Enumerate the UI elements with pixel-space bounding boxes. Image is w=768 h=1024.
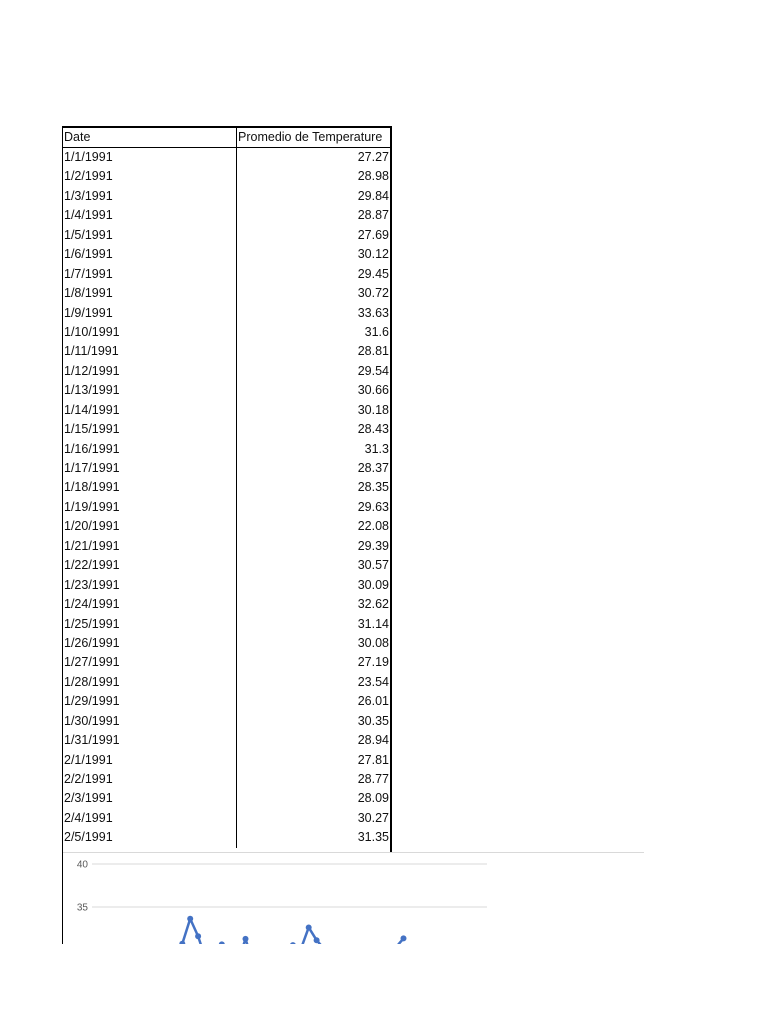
date-cell: 1/20/1991	[63, 517, 237, 536]
date-cell: 1/2/1991	[63, 167, 237, 186]
temperature-cell: 30.18	[357, 402, 389, 417]
temperature-cell: 28.35	[357, 480, 389, 495]
data-point	[401, 935, 407, 941]
table-row	[63, 304, 390, 323]
table-row	[63, 381, 390, 400]
temperature-cell: 30.09	[357, 577, 389, 592]
table-row	[63, 459, 390, 478]
date-cell: 2/3/1991	[63, 789, 237, 808]
temperature-cell: 28.98	[357, 169, 389, 184]
table-row	[63, 692, 390, 711]
temperature-cell: 31.35	[357, 830, 389, 845]
temperature-cell: 30.66	[357, 383, 389, 398]
table-row	[63, 731, 390, 750]
table-row	[63, 323, 390, 342]
table-row	[63, 537, 390, 556]
date-cell: 1/31/1991	[63, 731, 237, 750]
date-cell: 2/1/1991	[63, 751, 237, 770]
temperature-cell: 27.19	[357, 655, 389, 670]
temperature-cell: 27.81	[357, 752, 389, 767]
date-cell: 1/29/1991	[63, 692, 237, 711]
temperature-cell: 30.27	[357, 810, 389, 825]
table-row	[63, 576, 390, 595]
data-point	[187, 916, 193, 922]
temperature-cell: 30.08	[357, 635, 389, 650]
date-cell: 1/14/1991	[63, 401, 237, 420]
table-row	[63, 187, 390, 206]
date-cell: 1/8/1991	[63, 284, 237, 303]
data-point	[195, 933, 201, 939]
table-row	[63, 673, 390, 692]
temperature-cell: 28.81	[357, 344, 389, 359]
temperature-cell: 30.35	[357, 713, 389, 728]
date-cell: 1/16/1991	[63, 440, 237, 459]
table-row	[63, 653, 390, 672]
table-row	[63, 751, 390, 770]
date-column-header: Date	[63, 128, 237, 147]
table-row	[63, 556, 390, 575]
table-row	[63, 284, 390, 303]
date-cell: 1/15/1991	[63, 420, 237, 439]
table-row	[63, 420, 390, 439]
date-cell: 1/30/1991	[63, 712, 237, 731]
temperature-line-chart[interactable]	[62, 852, 644, 944]
chart-border	[62, 852, 644, 853]
y-tick-label: 35	[76, 902, 88, 914]
temperature-cell: 29.39	[357, 538, 389, 553]
date-cell: 1/28/1991	[63, 673, 237, 692]
table-row	[63, 498, 390, 517]
table-row	[63, 809, 390, 828]
date-cell: 1/4/1991	[63, 206, 237, 225]
temperature-cell: 32.62	[357, 597, 389, 612]
date-cell: 1/11/1991	[63, 342, 237, 361]
date-cell: 1/26/1991	[63, 634, 237, 653]
data-point	[290, 942, 296, 944]
temperature-cell: 31.6	[364, 324, 389, 339]
temperature-cell: 22.08	[357, 519, 389, 534]
temperature-cell: 30.72	[357, 286, 389, 301]
table-row	[63, 789, 390, 808]
table-row	[63, 167, 390, 186]
table-row	[63, 265, 390, 284]
temperature-cell: 30.57	[357, 558, 389, 573]
data-point	[314, 937, 320, 943]
table-header-row	[63, 128, 390, 148]
series-line	[127, 919, 404, 944]
temperature-cell: 28.94	[357, 733, 389, 748]
temperature-cell: 31.14	[357, 616, 389, 631]
date-cell: 2/2/1991	[63, 770, 237, 789]
temperature-cell: 26.01	[357, 694, 389, 709]
temperature-cell: 28.09	[357, 791, 389, 806]
temperature-cell: 30.12	[357, 247, 389, 262]
date-cell: 1/19/1991	[63, 498, 237, 517]
temperature-cell: 23.54	[357, 674, 389, 689]
temperature-cell: 33.63	[357, 305, 389, 320]
table-row	[63, 342, 390, 361]
temperature-cell: 29.84	[357, 188, 389, 203]
table-row	[63, 517, 390, 536]
date-cell: 1/25/1991	[63, 615, 237, 634]
date-cell: 1/13/1991	[63, 381, 237, 400]
data-point	[243, 936, 249, 942]
table-row	[63, 712, 390, 731]
date-cell: 1/5/1991	[63, 226, 237, 245]
date-cell: 1/23/1991	[63, 576, 237, 595]
temperature-cell: 28.43	[357, 422, 389, 437]
date-cell: 2/4/1991	[63, 809, 237, 828]
temperature-cell: 28.37	[357, 461, 389, 475]
temperature-cell: 27.69	[357, 227, 389, 242]
data-point	[219, 941, 225, 944]
table-row	[63, 206, 390, 225]
date-cell: 1/7/1991	[63, 265, 237, 284]
date-cell: 1/22/1991	[63, 556, 237, 575]
sheet-column-border	[62, 852, 63, 944]
table-row	[63, 478, 390, 497]
temperature-column-header: Promedio de Temperature	[238, 130, 383, 144]
date-cell: 1/3/1991	[63, 187, 237, 206]
date-cell: 1/27/1991	[63, 653, 237, 672]
table-row	[63, 634, 390, 653]
date-cell: 1/12/1991	[63, 362, 237, 381]
temperature-cell: 29.54	[357, 363, 389, 378]
table-row	[63, 770, 390, 789]
temperature-cell: 28.77	[357, 772, 389, 786]
date-cell: 1/21/1991	[63, 537, 237, 556]
date-cell: 1/6/1991	[63, 245, 237, 264]
temperature-cell: 27.27	[357, 150, 389, 164]
data-point	[306, 924, 312, 930]
temperature-cell: 31.3	[364, 441, 389, 456]
temperature-cell: 29.63	[357, 499, 389, 514]
temperature-cell: 29.45	[357, 266, 389, 281]
temperature-cell: 28.87	[357, 208, 389, 223]
table-row	[63, 828, 390, 847]
y-tick-label: 40	[76, 859, 88, 871]
date-cell: 1/24/1991	[63, 595, 237, 614]
table-row	[63, 245, 390, 264]
date-cell: 2/5/1991	[63, 828, 237, 847]
temperature-table	[62, 126, 392, 852]
table-row	[63, 440, 390, 459]
date-cell: 1/17/1991	[63, 459, 237, 478]
table-row	[63, 615, 390, 634]
table-row	[63, 401, 390, 420]
table-row	[63, 148, 390, 167]
table-row	[63, 362, 390, 381]
date-cell: 1/9/1991	[63, 304, 237, 323]
date-cell: 1/1/1991	[63, 148, 237, 167]
date-cell: 1/10/1991	[63, 323, 237, 342]
table-row	[63, 595, 390, 614]
date-cell: 1/18/1991	[63, 478, 237, 497]
table-row	[63, 226, 390, 245]
table-body	[63, 148, 390, 848]
chart-svg	[62, 852, 644, 944]
